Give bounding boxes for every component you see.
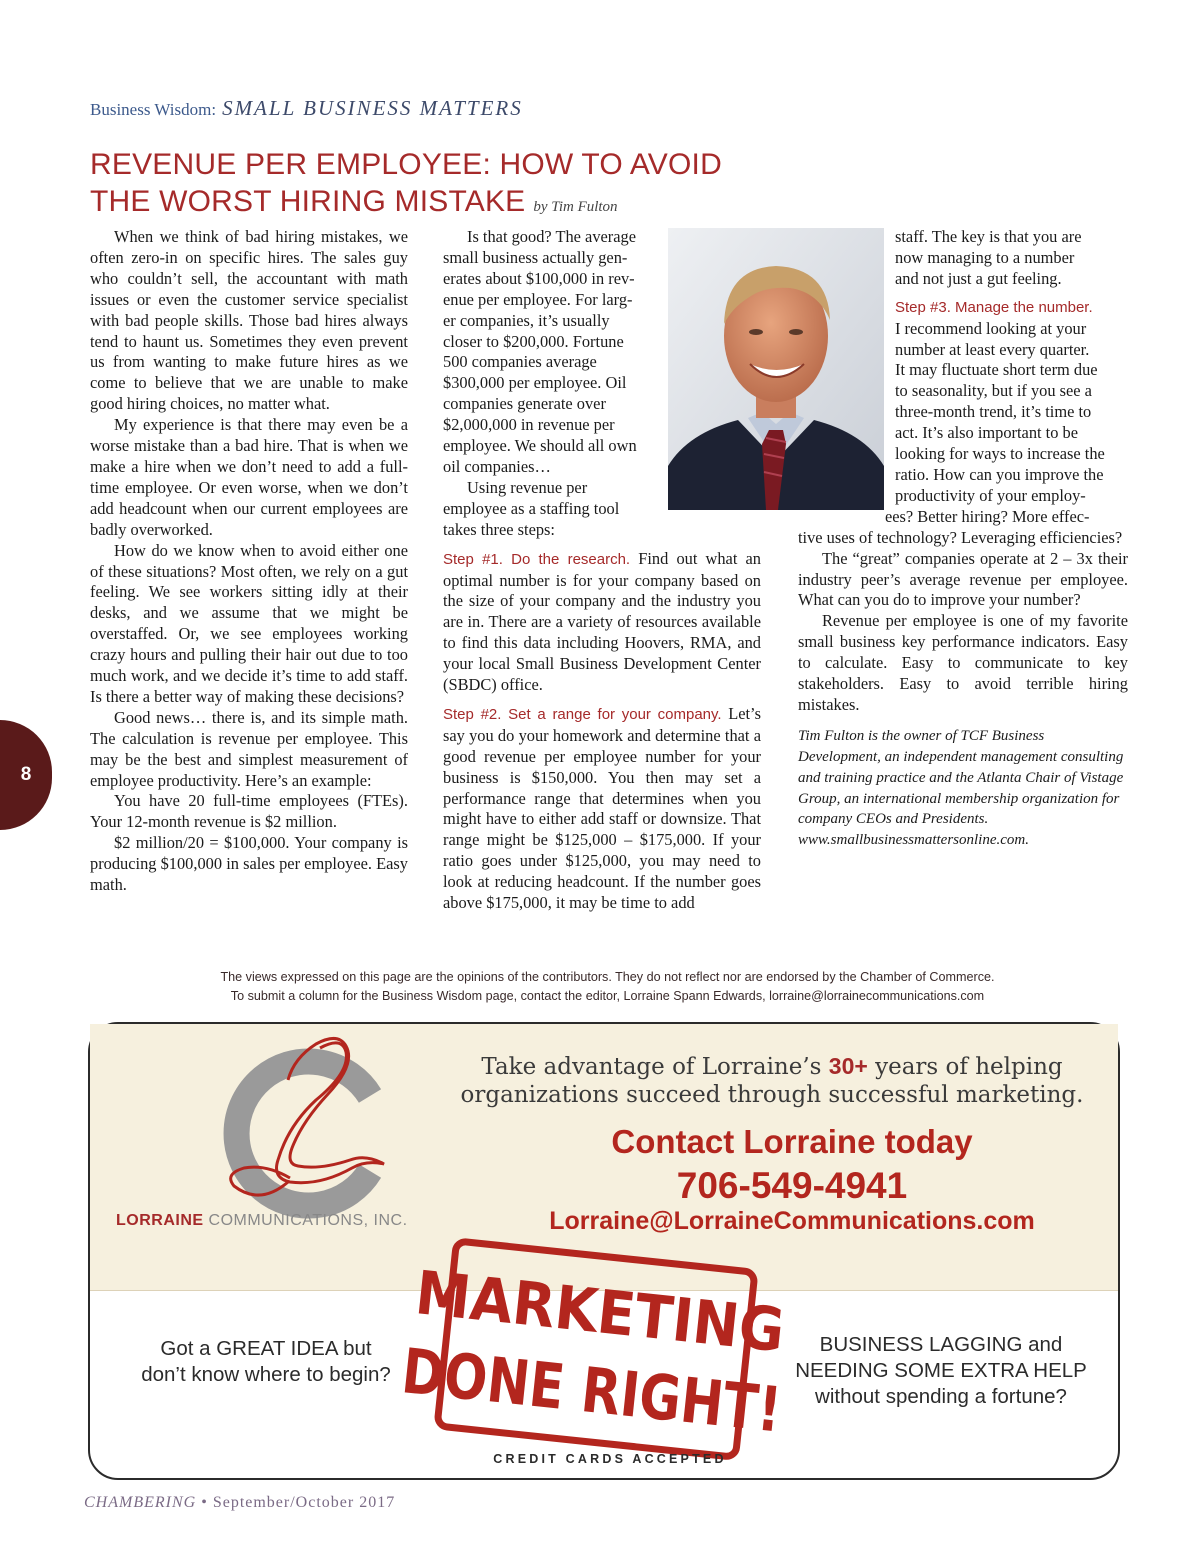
text-line: erates about $100,000 in rev- xyxy=(443,268,635,288)
text-line: Using revenue per xyxy=(467,477,588,497)
tagline-post: years of helping organizations succeed through successful marketing. xyxy=(460,1054,1084,1108)
text-line: productivity of your employ- xyxy=(895,485,1086,505)
col3-wrapped-text xyxy=(885,227,1128,528)
article-column-3 xyxy=(798,227,1128,851)
paragraph: My experience is that there may even be a worse mistake than a bad hire. That is when we make a hire when we don’t need to add a full-time employee. Or even worse, when we don’t add headcount when our current employees are badly overworked. xyxy=(90,415,408,539)
text-line: 500 companies average xyxy=(443,352,597,372)
page-footer xyxy=(84,1494,395,1512)
text-line: ratio. How can you improve the xyxy=(895,464,1104,484)
text-line: It may fluctuate short term due xyxy=(895,360,1098,380)
byline: by Tim Fulton xyxy=(533,199,618,215)
paragraph: Good news… there is, and its simple math. The calculation is revenue per employee. This may be the best and simplest measurement of employee productivity. Here’s an example: xyxy=(90,707,408,790)
step-2-text: Let’s say you do your homework and determine that a good revenue per employee number for your business is $150,000. You then may set a performance range that determines when you might have to either add staff or downsize. That range might be $125,000 – $175,000. If your ratio goes under $125,000, you may need to look at reducing headcount. If the number goes above $175,000, it may be time to add xyxy=(443,703,761,913)
author-bio: Tim Fulton is the owner of TCF Business Development, an independent management consulting and training practice and the Atlanta Chair of Vistage Group, an international membership organization for company CEOs and Presidents. www.smallbusinessmattersonline.com. xyxy=(798,727,1124,849)
disclaimer-line-2: To submit a column for the Business Wisdom page, contact the editor, Lorraine Spann Edwards, lorraine@lorrainecommunications.com xyxy=(230,989,985,1003)
company-name-bold: LORRAINE xyxy=(116,1212,204,1229)
paragraph: When we think of bad hiring mistakes, we often zero-in on specific hires. The sales guy who couldn’t sell, the accountant with math issues or even the customer service specialist with bad people skills. Those bad hires always tend to haunt us. Sometimes they even prevent us from wanting to make future hires as we come to believe that we are unable to make good hiring choices, no matter what. xyxy=(90,227,408,414)
text-line: Is that good? The average xyxy=(467,227,636,246)
text-line: oil companies… xyxy=(443,456,551,476)
paragraph: How do we know when to avoid either one of these situations? Most often, we rely on a gut feeling. We see workers sitting idly at their desks, and we assume that we might be overstaffed. Or, we see employees working crazy hours and pulling their hair out due to too much work, and we decide it’s time to add staff. Is there a better way of making these decisions? xyxy=(90,540,408,706)
section-kicker xyxy=(90,96,523,121)
text-line: I recommend looking at your xyxy=(895,318,1087,338)
lorraine-logo-icon xyxy=(170,1036,410,1206)
ad-email-link[interactable]: Lorraine@LorraineCommunications.com xyxy=(549,1207,1035,1235)
ad-right-question: BUSINESS LAGGING and NEEDING SOME EXTRA HELP without spending a fortune? xyxy=(795,1333,1087,1408)
tagline-years: 30+ xyxy=(828,1053,868,1079)
text-line: three-month trend, it’s time to xyxy=(895,402,1092,422)
step-2-label: Step #2. Set a range for your company. xyxy=(443,705,722,723)
step-1-paragraph xyxy=(443,549,761,696)
paragraph: The “great” companies operate at 2 – 3x their industry peer’s average revenue per employee. What can you do to improve your number? xyxy=(798,548,1128,610)
col2-wrapped-text xyxy=(443,227,655,541)
tagline-pre: Take advantage of Lorraine’s xyxy=(481,1054,829,1080)
text-line: $300,000 per employee. Oil xyxy=(443,373,627,393)
marketing-done-right-stamp xyxy=(398,1244,788,1454)
text-line: er companies, it’s usually xyxy=(443,310,610,330)
page-number: 8 xyxy=(20,764,32,785)
text-line: to seasonality, but if you see a xyxy=(895,381,1092,401)
text-line: closer to $200,000. Fortune xyxy=(443,331,624,351)
step-3-label: Step #3. Manage the number. xyxy=(895,298,1093,316)
text-line: staff. The key is that you are xyxy=(895,227,1082,246)
stamp-line-1: MARKETING xyxy=(412,1256,788,1367)
page-number-tab xyxy=(0,720,52,830)
ad-tagline xyxy=(452,1052,1092,1109)
disclaimer-line-1: The views expressed on this page are the opinions of the contributors. They do not reflect nor are endorsed by the Chamber of Commerce. xyxy=(220,970,995,984)
ad-phone-number[interactable]: 706-549-4941 xyxy=(676,1165,908,1206)
headline-line-2 xyxy=(90,183,730,226)
company-name xyxy=(116,1212,446,1230)
lorraine-advertisement xyxy=(88,1022,1120,1480)
text-line: looking for ways to increase the xyxy=(895,444,1105,464)
issue-date: September/October 2017 xyxy=(212,1494,396,1511)
step-1-label: Step #1. Do the research. xyxy=(443,550,631,568)
step-2-paragraph xyxy=(443,704,761,914)
article-column-1 xyxy=(90,227,408,896)
text-line: $2,000,000 in revenue per xyxy=(443,415,615,435)
publication-name: CHAMBERING xyxy=(84,1494,197,1511)
headline-line-2-text: THE WORST HIRING MISTAKE xyxy=(90,185,526,218)
disclaimer xyxy=(90,968,1125,1006)
article-headline xyxy=(90,146,730,226)
text-line: enue per employee. For larg- xyxy=(443,289,633,309)
text-line: takes three steps: xyxy=(443,519,555,539)
section-label: Business Wisdom: xyxy=(90,100,217,119)
paragraph: tive uses of technology? Leveraging efficiencies? xyxy=(798,527,1123,547)
ad-left-question: Got a GREAT IDEA but don’t know where to begin? xyxy=(141,1337,391,1386)
text-line: number at least every quarter. xyxy=(895,339,1090,359)
text-line: employee as a staffing tool xyxy=(443,498,620,518)
company-name-rest: COMMUNICATIONS, INC. xyxy=(203,1212,408,1229)
paragraph: $2 million/20 = $100,000. Your company is producing $100,000 in sales per employee. Easy math. xyxy=(90,833,408,895)
ad-contact-heading: Contact Lorraine today xyxy=(611,1123,973,1160)
step-1-text: Find out what an optimal number is for your company based on the size of your company and the industry you are in. There are a variety of resources available to find this data including Hoovers, RMA, and your local Small Business Development Center (SBDC) office. xyxy=(443,548,761,695)
text-line: small business actually gen- xyxy=(443,247,628,267)
footer-bullet: • xyxy=(201,1494,208,1511)
section-title: SMALL BUSINESS MATTERS xyxy=(222,96,523,120)
text-line: and not just a gut feeling. xyxy=(895,268,1062,288)
stamp-line-2: DONE RIGHT! xyxy=(398,1335,785,1447)
paragraph: You have 20 full-time employees (FTEs). Your 12-month revenue is $2 million. xyxy=(90,791,408,832)
credit-cards-accepted: CREDIT CARDS ACCEPTED xyxy=(493,1452,727,1466)
text-line: now managing to a number xyxy=(895,247,1075,267)
paragraph: Revenue per employee is one of my favorite small business key performance indicators. Easy to calculate. Easy to communicate to key stakeholders. Easy to avoid terrible hiring mistakes. xyxy=(798,611,1128,714)
text-line: ees? Better hiring? More effec- xyxy=(885,506,1090,526)
headline-line-1: REVENUE PER EMPLOYEE: HOW TO AVOID xyxy=(90,148,722,181)
text-line: act. It’s also important to be xyxy=(895,423,1078,443)
text-line: employee. We should all own xyxy=(443,436,637,456)
text-line: companies generate over xyxy=(443,394,606,414)
